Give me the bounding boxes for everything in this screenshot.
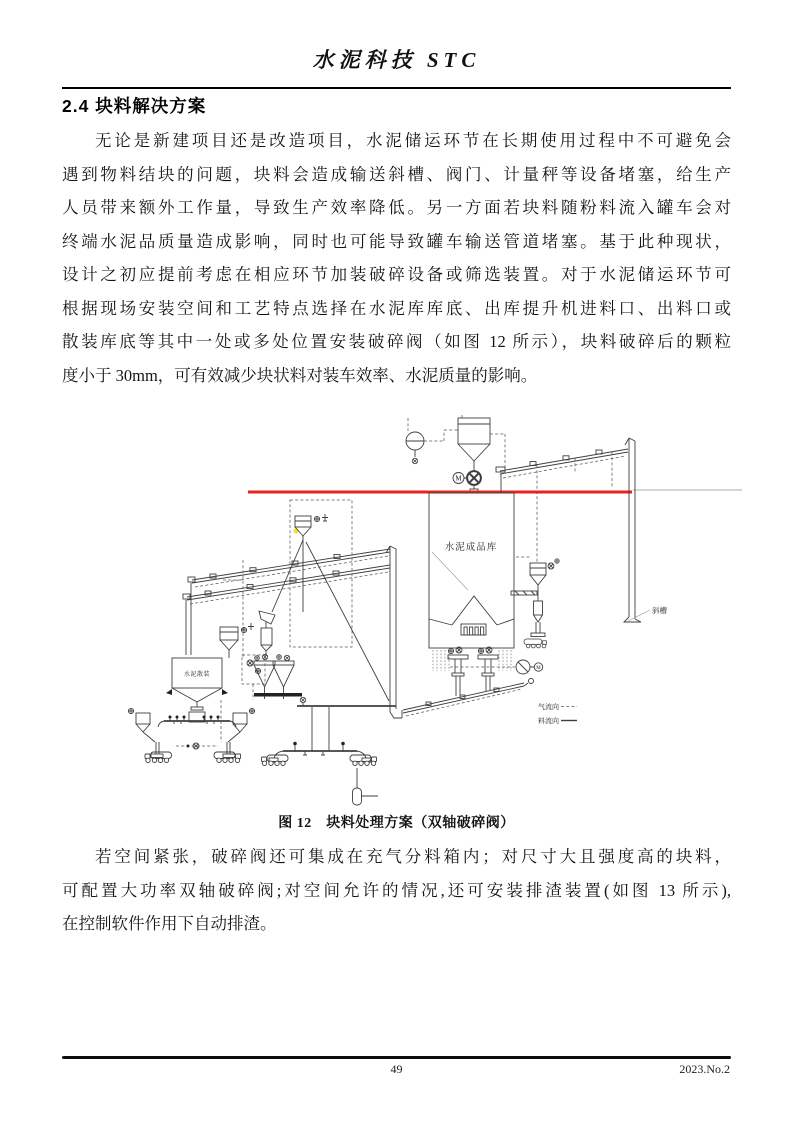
page-number: 49	[390, 1062, 403, 1076]
paragraph-line: 散装库底等其中一处或多处位置安装破碎阀（如图 12 所示），块料破碎后的颗粒	[62, 332, 731, 351]
air-slide-bottom	[403, 679, 534, 717]
bucket-elevator-right	[624, 438, 641, 622]
issue-number: 2023.No.2	[679, 1062, 730, 1076]
sampling-station	[511, 557, 559, 648]
motor-label: M	[455, 474, 462, 483]
tanker-truck	[350, 755, 377, 766]
highlight-dot	[293, 528, 298, 533]
paragraph-line: 遇到物料结块的问题，块料会造成输送斜槽、阀门、计量秤等设备堵塞，给生产	[62, 164, 731, 184]
surge-bin	[458, 415, 490, 471]
paragraph-line: 若空间紧张，破碎阀还可集成在充气分料箱内；对尺寸大且强度高的块料，	[95, 847, 731, 866]
section-heading: 2.4 块料解决方案	[62, 96, 207, 116]
air-slide-top-right	[496, 449, 628, 562]
bulk-loading-middle	[262, 742, 379, 805]
paragraph-line: 根据现场安装空间和工艺特点选择在水泥库库底、出库提升机进料口、出料口或	[62, 298, 731, 318]
bulk-silo	[166, 623, 265, 710]
footer-rule	[62, 1056, 731, 1059]
bulk-silo-label: 水泥散装	[183, 672, 211, 678]
paragraph-line: 在控制软件作用下自动排渣。	[62, 914, 277, 933]
red-elevation-line	[248, 490, 742, 492]
cement-silo-label: 水泥成品库	[444, 543, 498, 553]
header-rule	[62, 87, 731, 89]
flow-legend	[538, 702, 577, 725]
blower-motor-label: M	[536, 666, 541, 671]
breaker-valve-box	[272, 500, 389, 701]
bucket-elevator-middle	[386, 546, 402, 718]
chute-callout	[628, 605, 667, 621]
silo-discharge	[448, 647, 515, 696]
paragraph-line: 度小于 30mm，可有效减少块状料对装车效率、水泥质量的影响。	[62, 365, 538, 385]
figure-caption: 图 12 块料处理方案（双轴破碎阀）	[278, 816, 515, 831]
rotary-breaker-valve	[453, 434, 505, 493]
air-slide-left-upper	[188, 549, 390, 655]
legend-material-label: 料流向	[538, 717, 559, 725]
paragraph-2	[62, 840, 731, 941]
tanker-truck	[524, 639, 547, 648]
paragraph-line: 可配置大功率双轴破碎阀;对空间允许的情况,还可安装排渣装置(如图 13 所示),	[62, 880, 731, 900]
paragraph-line: 终端水泥品质量造成影响，同时也可能导致罐车输送管道堵塞。基于此种现状，	[62, 231, 731, 251]
paragraph-line: 设计之初应提前考虑在相应环节加装破碎设备或筛选装置。对于水泥储运环节可	[62, 265, 731, 284]
paragraph-line: 人员带来额外工作量，导致生产效率降低。另一方面若块料随粉料流入罐车会对	[62, 198, 731, 217]
mid-processing-cluster	[254, 611, 396, 751]
chute-label: 斜槽	[652, 606, 667, 615]
bulk-loading-left	[128, 700, 254, 763]
paragraph-1	[62, 124, 731, 392]
figure-12-diagram	[0, 415, 793, 815]
blower	[516, 660, 543, 674]
journal-title: 水泥科技 STC	[312, 48, 481, 72]
drain-tank	[353, 788, 362, 805]
cement-silo	[429, 493, 514, 671]
paragraph-line: 无论是新建项目还是改造项目，水泥储运环节在长期使用过程中不可避免会	[95, 131, 731, 150]
top-fan-unit	[406, 418, 458, 464]
legend-air-label: 气流向	[538, 703, 559, 711]
